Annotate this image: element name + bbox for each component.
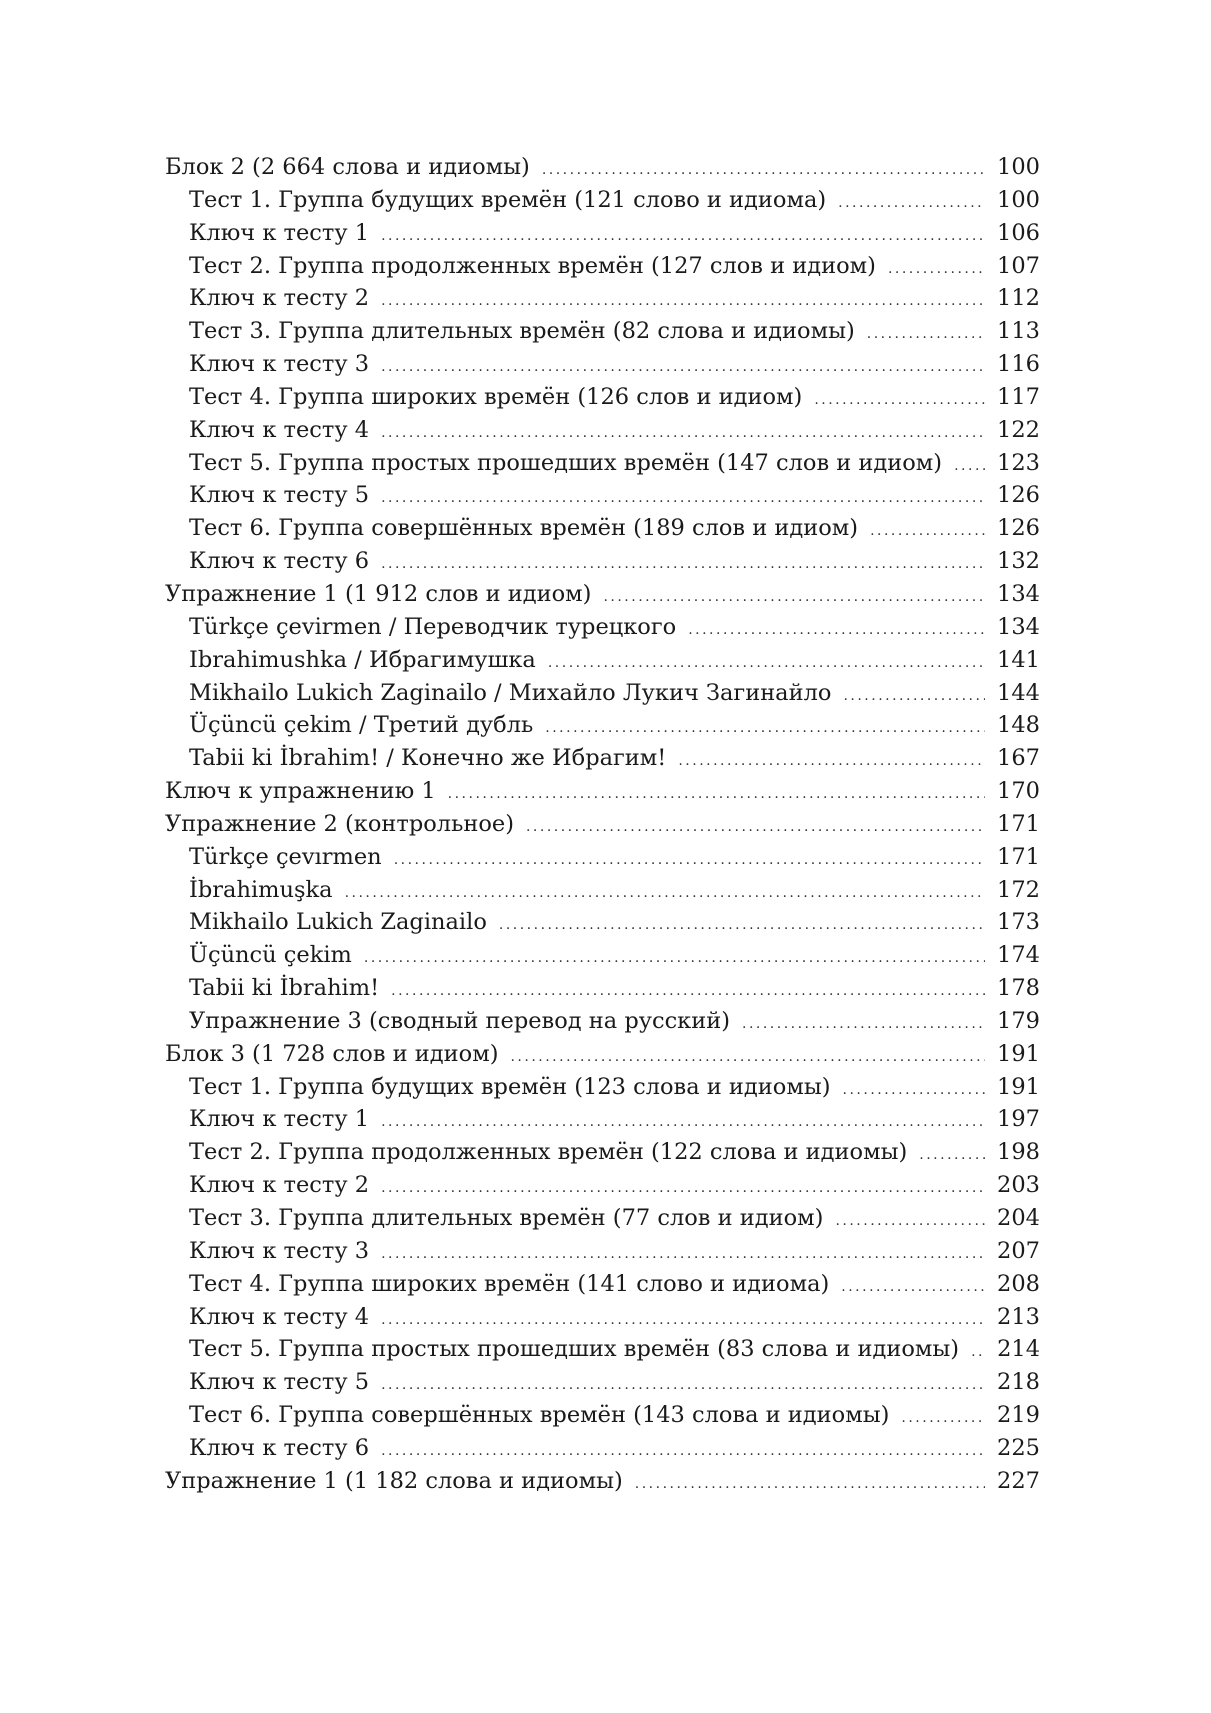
toc-entry-title: Ключ к тесту 4 <box>189 416 370 443</box>
dot-leader <box>635 1468 985 1501</box>
toc-subsection-entry[interactable] <box>165 644 1040 677</box>
toc-subsection-entry[interactable] <box>165 1366 1040 1399</box>
toc-entry-title: Üçüncü çekim / Третий дубль <box>189 712 534 739</box>
toc-entry-page-number: 174 <box>997 942 1040 969</box>
toc-entry-title: Tabii ki İbrahim! <box>189 975 380 1002</box>
toc-subsection-entry[interactable] <box>165 1103 1040 1136</box>
dot-leader <box>381 1172 985 1205</box>
toc-entry-page-number: 204 <box>997 1205 1040 1231</box>
dot-leader <box>888 253 985 286</box>
dot-leader <box>843 680 985 713</box>
toc-subsection-entry[interactable] <box>165 742 1040 775</box>
toc-subsection-entry[interactable] <box>165 512 1040 545</box>
toc-entry-title: Mikhailo Lukich Zaginailo / Михайло Лукич Загинайло <box>189 679 832 706</box>
toc-entry-page-number: 218 <box>997 1369 1040 1396</box>
toc-section-entry[interactable] <box>165 808 1040 841</box>
dot-leader <box>548 647 985 680</box>
toc-entry-page-number: 208 <box>997 1270 1040 1297</box>
dot-leader <box>526 811 985 844</box>
dot-leader <box>381 482 985 515</box>
toc-subsection-entry[interactable] <box>165 1301 1040 1334</box>
toc-entry-page-number: 126 <box>997 515 1040 542</box>
dot-leader <box>381 220 985 253</box>
toc-entry-title: Mikhailo Lukich Zaginailo <box>189 909 487 936</box>
toc-entry-page-number: 100 <box>997 186 1040 213</box>
toc-entry-title: Ключ к тесту 5 <box>189 482 370 509</box>
toc-subsection-entry[interactable] <box>165 841 1040 874</box>
toc-section-entry[interactable] <box>165 775 1040 808</box>
toc-subsection-entry[interactable] <box>165 1235 1040 1268</box>
toc-entry-title: Тест 6. Группа совершённых времён (189 слов и идиом) <box>189 515 859 542</box>
dot-leader <box>919 1139 985 1172</box>
toc-entry-page-number: 198 <box>997 1139 1040 1166</box>
toc-entry-page-number: 225 <box>997 1434 1040 1461</box>
toc-subsection-entry[interactable] <box>165 184 1040 217</box>
toc-entry-title: Ключ к тесту 6 <box>189 1434 370 1461</box>
dot-leader <box>381 548 985 581</box>
toc-entry-title: Тест 1. Группа будущих времён (123 слова и идиомы) <box>189 1073 831 1100</box>
toc-subsection-entry[interactable] <box>165 1399 1040 1432</box>
toc-subsection-entry[interactable] <box>165 1268 1040 1301</box>
toc-subsection-entry[interactable] <box>165 348 1040 381</box>
toc-entry-title: Тест 5. Группа простых прошедших времён (83 слова и идиомы) <box>189 1336 960 1363</box>
toc-entry-title: Türkçe çevırmen <box>189 843 382 870</box>
toc-subsection-entry[interactable] <box>165 545 1040 578</box>
toc-subsection-entry[interactable] <box>165 217 1040 250</box>
toc-subsection-entry[interactable] <box>165 709 1040 742</box>
toc-section-entry[interactable] <box>165 151 1040 184</box>
toc-entry-title: Ключ к тесту 5 <box>189 1369 370 1396</box>
toc-entry-title: Ключ к тесту 1 <box>189 1106 370 1133</box>
toc-entry-page-number: 134 <box>997 613 1040 640</box>
toc-entry-title: İbrahimuşka <box>189 876 333 903</box>
toc-entry-page-number: 179 <box>997 1007 1040 1034</box>
dot-leader <box>381 351 985 384</box>
toc-entry-title: Ключ к тесту 1 <box>189 219 370 246</box>
dot-leader <box>394 844 985 877</box>
toc-entry-title: Türkçe çevirmen / Переводчик турецкого <box>189 613 677 640</box>
dot-leader <box>954 450 985 483</box>
dot-leader <box>841 1271 985 1304</box>
toc-subsection-entry[interactable] <box>165 250 1040 283</box>
toc-section-entry[interactable] <box>165 1465 1040 1498</box>
toc-entry-title: Тест 5. Группа простых прошедших времён (147 слов и идиом) <box>189 449 943 476</box>
toc-subsection-entry[interactable] <box>165 282 1040 315</box>
dot-leader <box>838 187 985 220</box>
dot-leader <box>391 975 985 1008</box>
dot-leader <box>971 1336 985 1369</box>
toc-entry-page-number: 191 <box>997 1040 1040 1067</box>
toc-entry-page-number: 116 <box>997 351 1040 378</box>
toc-entry-page-number: 213 <box>997 1303 1040 1330</box>
toc-entry-title: Üçüncü çekim <box>189 942 352 969</box>
toc-entry-page-number: 117 <box>997 383 1040 410</box>
toc-entry-page-number: 167 <box>997 745 1040 772</box>
toc-subsection-entry[interactable] <box>165 874 1040 907</box>
toc-entry-page-number: 191 <box>997 1073 1040 1100</box>
toc-entry-title: Блок 2 (2 664 слова и идиомы) <box>165 154 530 180</box>
dot-leader <box>381 1304 985 1337</box>
dot-leader <box>499 909 985 942</box>
dot-leader <box>510 1041 985 1074</box>
toc-entry-page-number: 172 <box>997 876 1040 903</box>
toc-subsection-entry[interactable] <box>165 611 1040 644</box>
toc-entry-page-number: 171 <box>997 843 1040 870</box>
toc-entry-page-number: 227 <box>997 1467 1040 1494</box>
dot-leader <box>742 1008 985 1041</box>
toc-entry-page-number: 173 <box>997 909 1040 936</box>
toc-entry-page-number: 197 <box>997 1106 1040 1133</box>
toc-subsection-entry[interactable] <box>165 1432 1040 1465</box>
dot-leader <box>545 712 985 745</box>
toc-entry-title: Ibrahimushka / Ибрагимушка <box>189 646 536 673</box>
dot-leader <box>901 1402 985 1435</box>
dot-leader <box>381 1369 985 1402</box>
toc-subsection-entry[interactable] <box>165 677 1040 710</box>
toc-entry-title: Ключ к упражнению 1 <box>165 778 436 805</box>
toc-subsection-entry[interactable] <box>165 1005 1040 1038</box>
toc-entry-title: Тест 3. Группа длительных времён (82 слова и идиомы) <box>189 318 855 345</box>
toc-entry-page-number: 141 <box>997 646 1040 673</box>
dot-leader <box>867 318 985 351</box>
dot-leader <box>448 778 985 811</box>
dot-leader <box>603 581 985 614</box>
toc-entry-title: Упражнение 2 (контрольное) <box>165 810 514 837</box>
dot-leader <box>678 745 985 778</box>
toc-subsection-entry[interactable] <box>165 1136 1040 1169</box>
toc-entry-title: Ключ к тесту 6 <box>189 548 370 575</box>
dot-leader <box>381 1106 985 1139</box>
toc-entry-page-number: 132 <box>997 548 1040 575</box>
toc-entry-title: Упражнение 3 (сводный перевод на русский) <box>189 1007 730 1034</box>
toc-entry-page-number: 171 <box>997 810 1040 837</box>
toc-entry-page-number: 123 <box>997 449 1040 476</box>
toc-entry-title: Ключ к тесту 2 <box>189 1172 370 1199</box>
toc-subsection-entry[interactable] <box>165 1202 1040 1235</box>
toc-entry-page-number: 106 <box>997 219 1040 246</box>
toc-entry-title: Ключ к тесту 3 <box>189 1237 370 1264</box>
toc-subsection-entry[interactable] <box>165 1169 1040 1202</box>
toc-entry-title: Тест 4. Группа широких времён (126 слов и идиом) <box>189 383 803 410</box>
toc-entry-title: Тест 2. Группа продолженных времён (122 слова и идиомы) <box>189 1139 908 1166</box>
toc-entry-page-number: 219 <box>997 1402 1040 1429</box>
toc-entry-title: Тест 2. Группа продолженных времён (127 слов и идиом) <box>189 252 876 279</box>
toc-entry-page-number: 203 <box>997 1172 1040 1199</box>
dot-leader <box>542 154 985 187</box>
dot-leader <box>381 1435 985 1468</box>
toc-entry-page-number: 107 <box>997 252 1040 279</box>
toc-entry-page-number: 170 <box>997 778 1040 805</box>
toc-entry-page-number: 122 <box>997 416 1040 443</box>
toc-section-entry[interactable] <box>165 578 1040 611</box>
dot-leader <box>381 285 985 318</box>
toc-entry-page-number: 113 <box>997 318 1040 345</box>
toc-entry-title: Ключ к тесту 3 <box>189 351 370 378</box>
toc-entry-title: Ключ к тесту 2 <box>189 285 370 312</box>
dot-leader <box>814 384 985 417</box>
toc-entry-page-number: 112 <box>997 285 1040 312</box>
toc-subsection-entry[interactable] <box>165 906 1040 939</box>
toc-subsection-entry[interactable] <box>165 1333 1040 1366</box>
dot-leader <box>381 417 985 450</box>
toc-entry-title: Блок 3 (1 728 слов и идиом) <box>165 1040 499 1067</box>
toc-entry-page-number: 207 <box>997 1237 1040 1264</box>
toc-section-entry[interactable] <box>165 1038 1040 1071</box>
toc-entry-title: Тест 1. Группа будущих времён (121 слово и идиома) <box>189 186 827 213</box>
toc-entry-title: Тест 4. Группа широких времён (141 слово и идиома) <box>189 1270 830 1297</box>
toc-entry-page-number: 126 <box>997 482 1040 509</box>
toc-entry-title: Ключ к тесту 4 <box>189 1303 370 1330</box>
toc-entry-title: Тест 6. Группа совершённых времён (143 слова и идиомы) <box>189 1402 890 1429</box>
toc-entry-page-number: 100 <box>997 154 1040 180</box>
toc-subsection-entry[interactable] <box>165 414 1040 447</box>
dot-leader <box>870 515 985 548</box>
toc-subsection-entry[interactable] <box>165 1071 1040 1104</box>
toc-entry-title: Упражнение 1 (1 912 слов и идиом) <box>165 580 592 607</box>
toc-subsection-entry[interactable] <box>165 479 1040 512</box>
dot-leader <box>843 1074 986 1107</box>
dot-leader <box>835 1205 985 1238</box>
toc-subsection-entry[interactable] <box>165 315 1040 348</box>
dot-leader <box>364 942 985 975</box>
dot-leader <box>345 877 985 910</box>
toc-entry-page-number: 134 <box>997 580 1040 607</box>
toc-subsection-entry[interactable] <box>165 972 1040 1005</box>
dot-leader <box>688 614 985 647</box>
toc-subsection-entry[interactable] <box>165 381 1040 414</box>
toc-entry-page-number: 148 <box>997 712 1040 739</box>
dot-leader <box>381 1238 985 1271</box>
toc-entry-page-number: 214 <box>997 1336 1041 1363</box>
table-of-contents <box>165 151 1040 1498</box>
toc-entry-page-number: 178 <box>997 975 1040 1002</box>
toc-subsection-entry[interactable] <box>165 447 1040 480</box>
toc-entry-title: Упражнение 1 (1 182 слова и идиомы) <box>165 1467 623 1494</box>
toc-entry-title: Тест 3. Группа длительных времён (77 слов и идиом) <box>189 1205 824 1231</box>
toc-entry-page-number: 144 <box>997 679 1040 706</box>
toc-subsection-entry[interactable] <box>165 939 1040 972</box>
toc-entry-title: Tabii ki İbrahim! / Конечно же Ибрагим! <box>189 745 667 772</box>
